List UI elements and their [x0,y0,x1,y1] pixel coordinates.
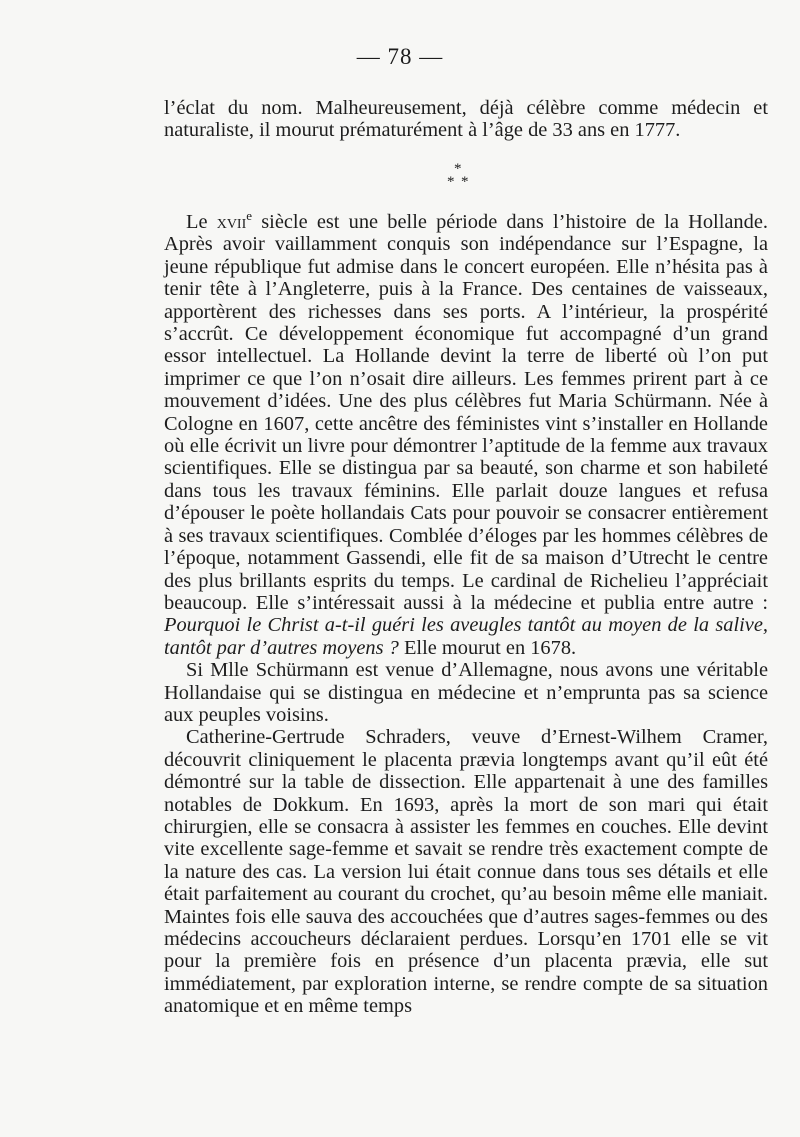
book-title: Pourquoi le Christ a-t-il guéri les aveugles tantôt au moyen de la salive, tantôt par d’autres moyens ? [164,614,768,659]
paragraph-text: Le [186,211,208,233]
paragraph-dutch-century [164,208,768,659]
paragraph-continuation: l’éclat du nom. Malheureusement, déjà célèbre comme médecin et naturaliste, il mourut prématurément à l’âge de 33 ans en 1777. [164,97,768,142]
century-superscript: e [246,208,253,224]
star-glyph: * [461,174,469,190]
paragraph-text: siècle est une belle période dans l’histoire de la Hollande. Après avoir vaillamment conquis son indépendance sur l’Espagne, la jeune république fut admise dans le concert européen. Elle n’hésita pas à tenir tête à l’Angleterre, puis à la France. Des centaines de vaisseaux, apportèrent des richesses dans ses ports. A l’intérieur, la prospérité s’accrût. Ce développement économique fut accompagné d’un grand essor intellectuel. La Hollande devint la terre de liberté où l’on put imprimer ce que l’on n’osait dire ailleurs. Les femmes prirent part à ce mouvement d’idées. Une des plus célèbres fut Maria Schürmann. Née à Cologne en 1607, cette ancêtre des féministes vint s’installer en Hollande où elle écrivit un livre pour démontrer l’aptitude de la femme aux travaux scientifiques. Elle se distingua par sa beauté, son charme et son habileté dans tous les travaux féminins. Elle parlait douze langues et refusa d’épouser le poète hollandais Cats pour pouvoir se consacrer entièrement à ses travaux scientifiques. Comblée d’éloges par les hommes célèbres de l’époque, notamment Gassendi, elle fit de sa maison d’Utrecht le centre des plus brillants esprits du temps. Le cardinal de Richelieu l’appréciait beaucoup. Elle s’intéressait aussi à la médecine et publia entre autre : [164,211,768,614]
paragraph-schraders: Catherine-Gertrude Schraders, veuve d’Ernest-Wilhem Cramer, découvrit cliniquement le placenta prævia longtemps avant qu’il eût été démontré sur la table de dissection. Elle appartenait à une des familles notables de Dokkum. En 1693, après la mort de son mari qui était chirurgien, elle se consacra à assister les femmes en couches. Elle devint vite excellente sage-femme et savait se rendre très exactement compte de la nature des cas. La version lui était connue dans tous ses détails et elle était parfaitement au courant du crochet, qu’au besoin même elle maniait. Maintes fois elle sauva des accouchées que d’autres sages-femmes ou des médecins accoucheurs déclaraient perdues. Lorsqu’en 1701 elle se vit pour la première fois en présence d’un placenta prævia, elle sut immédiatement, par exploration interne, se rendre compte de sa situation anatomique et en même temps [164,726,768,1018]
paragraph-text: Elle mourut en 1678. [398,636,577,659]
asterism-separator [440,162,480,196]
century-numeral: xvii [216,211,247,233]
star-glyph: * [447,174,455,190]
paragraph-schurmann: Si Mlle Schürmann est venue d’Allemagne, nous avons une véritable Hollandaise qui se distingua en médecine et n’emprunta pas sa science aux peuples voisins. [164,659,768,726]
page-number: — 78 — [356,44,444,69]
text-block-intro [164,97,768,142]
text-block-main [164,208,768,1018]
star-glyph: * [454,161,462,177]
